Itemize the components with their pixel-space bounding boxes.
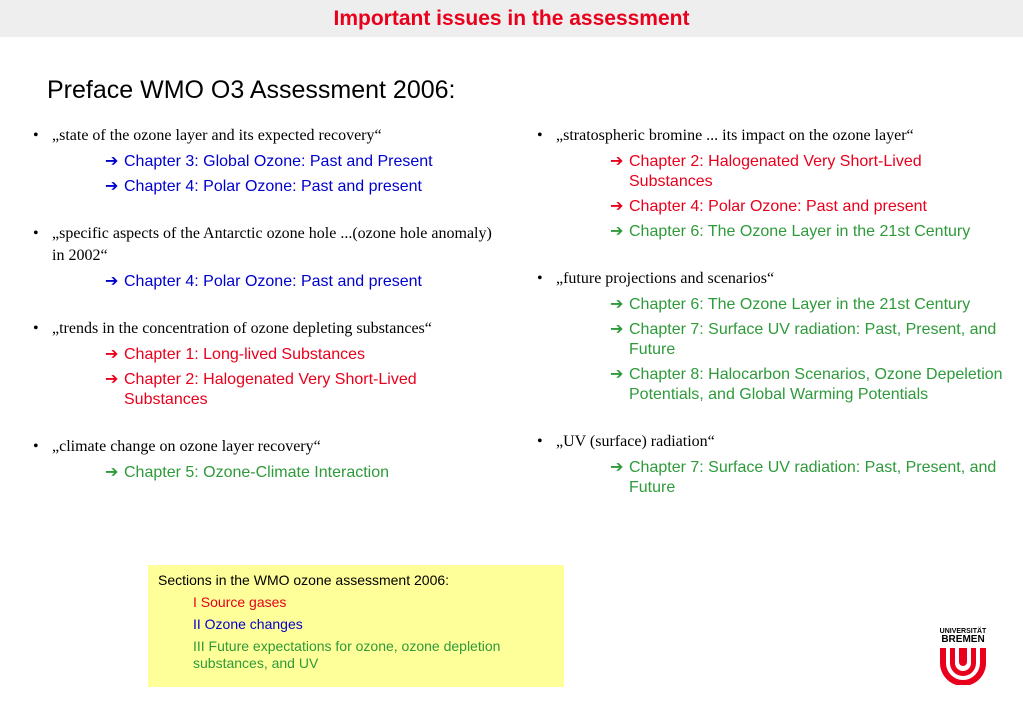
chapter-item: [105, 177, 503, 197]
chapter-text: Chapter 7: Surface UV radiation: Past, Present, and Future: [629, 321, 997, 358]
topic-item: [537, 268, 1007, 405]
chapter-item: [105, 370, 503, 410]
topic-item: [537, 431, 1007, 498]
topic-item: [33, 436, 503, 483]
arrow-icon: ➔: [105, 464, 119, 481]
legend-item-source-gases: I Source gases: [193, 594, 287, 610]
chapter-text: Chapter 5: Ozone-Climate Interaction: [124, 464, 390, 481]
logo-text-line2: BREMEN: [941, 634, 985, 645]
arrow-icon: ➔: [610, 321, 624, 338]
arrow-icon: ➔: [105, 273, 119, 290]
chapter-text: Chapter 4: Polar Ozone: Past and present: [629, 198, 927, 215]
arrow-icon: ➔: [105, 346, 119, 363]
chapter-text: Chapter 2: Halogenated Very Short-Lived Substances: [629, 153, 922, 190]
chapter-item: [610, 320, 1007, 360]
topic-item: [33, 223, 503, 292]
legend-item-ozone-changes: II Ozone changes: [193, 616, 303, 632]
topic-text: „stratospheric bromine ... its impact on the ozone layer“: [556, 127, 914, 144]
chapter-item: [610, 295, 1007, 315]
arrow-icon: ➔: [610, 223, 624, 240]
chapter-item: [610, 222, 1007, 242]
arrow-icon: ➔: [610, 198, 624, 215]
section-subtitle: Preface WMO O3 Assessment 2006:: [47, 76, 456, 104]
bullet-icon: •: [537, 127, 543, 144]
legend-item-future-expectations: III Future expectations for ozone, ozone depletion substances, and UV: [193, 638, 501, 671]
chapter-text: Chapter 6: The Ozone Layer in the 21st Century: [629, 223, 971, 240]
chapter-item: [105, 272, 503, 292]
chapter-item: [610, 458, 1007, 498]
arrow-icon: ➔: [105, 178, 119, 195]
chapter-text: Chapter 3: Global Ozone: Past and Present: [124, 153, 433, 170]
left-column: [33, 125, 503, 483]
chapter-item: [610, 152, 1007, 192]
arrow-icon: ➔: [610, 459, 624, 476]
logo-text-line1: UNIVERSITÄT: [939, 628, 987, 635]
topic-text: „climate change on ozone layer recovery“: [52, 438, 321, 455]
arrow-icon: ➔: [610, 366, 624, 383]
chapter-item: [105, 152, 503, 172]
university-bremen-logo: [933, 625, 993, 685]
chapter-text: Chapter 4: Polar Ozone: Past and present: [124, 273, 422, 290]
arrow-icon: ➔: [105, 153, 119, 170]
topic-text: „specific aspects of the Antarctic ozone hole ...(ozone hole anomaly) in 2002“: [52, 225, 492, 264]
chapter-item: [610, 197, 1007, 217]
sections-legend-box: [148, 565, 564, 687]
header-bar: [0, 0, 1023, 37]
chapter-item: [105, 345, 503, 365]
chapter-text: Chapter 8: Halocarbon Scenarios, Ozone Depeletion Potentials, and Global Warming Potentials: [629, 366, 1003, 403]
chapter-text: Chapter 4: Polar Ozone: Past and present: [124, 178, 422, 195]
legend-title: Sections in the WMO ozone assessment 2006:: [158, 572, 450, 588]
topic-text: „trends in the concentration of ozone depleting substances“: [52, 320, 432, 337]
arrow-icon: ➔: [610, 153, 624, 170]
chapter-item: [105, 463, 503, 483]
bullet-icon: •: [537, 270, 543, 287]
topic-text: „state of the ozone layer and its expected recovery“: [52, 127, 382, 144]
slide-title: Important issues in the assessment: [333, 7, 690, 30]
logo-mark-icon: [940, 648, 986, 685]
topic-item: [33, 125, 503, 197]
chapter-item: [610, 365, 1007, 405]
bullet-icon: •: [33, 127, 39, 144]
chapter-text: Chapter 2: Halogenated Very Short-Lived Substances: [124, 371, 417, 408]
topic-text: „UV (surface) radiation“: [556, 433, 715, 450]
bullet-icon: •: [33, 320, 39, 337]
bullet-icon: •: [537, 433, 543, 450]
bullet-icon: •: [33, 225, 39, 242]
topic-text: „future projections and scenarios“: [556, 270, 775, 287]
chapter-text: Chapter 1: Long-lived Substances: [124, 346, 366, 363]
arrow-icon: ➔: [610, 296, 624, 313]
chapter-text: Chapter 7: Surface UV radiation: Past, Present, and Future: [629, 459, 997, 496]
topic-item: [537, 125, 1007, 242]
chapter-text: Chapter 6: The Ozone Layer in the 21st Century: [629, 296, 971, 313]
right-column: [537, 125, 1007, 498]
topic-item: [33, 318, 503, 410]
arrow-icon: ➔: [105, 371, 119, 388]
bullet-icon: •: [33, 438, 39, 455]
